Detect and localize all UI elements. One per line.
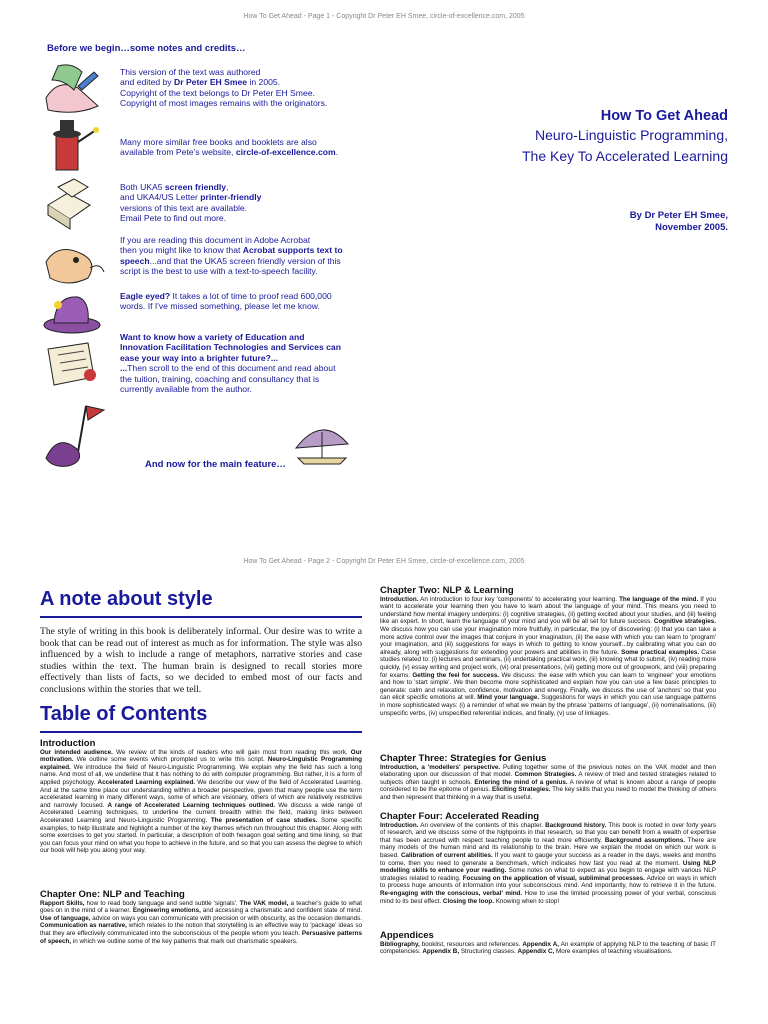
flag-clipart [38, 402, 108, 472]
section-title: Introduction [40, 738, 96, 749]
text-run: If you want to gauge your success as a reader in the days, weeks and months to come, then you need to generate a benchmark, which indicates how fast you read at the moment. [380, 851, 716, 867]
bold-run: Appendix B, [422, 948, 460, 956]
text-run: We review of the kinds of readers who will gain most from reading this work. [112, 748, 351, 756]
magician-clipart [38, 118, 110, 178]
byline-date: November 2005. [655, 222, 728, 233]
page-header: How To Get Ahead - Page 1 - Copyright Dr Peter EH Smee, circle-of-excellence.com, 2005 [243, 13, 525, 20]
note-versions: Both UKA5 screen friendly, and UKA4/US Letter printer-friendly versions of this text are available. Email Pete to find out more. [120, 182, 262, 224]
text-run: We discuss: the ease with which you can learn to 'engineer' your emotions and how to 'start simple'. We then become more sophisticated and explain how you can use a few basic principles to generate: calm and relaxation, confidence, motivation and energy. Finally, we discuss the use of 'anchors' so that you can elicit specific emotions at will. [380, 671, 716, 702]
bold-run: Introduction. [380, 821, 419, 829]
text-run: Structuring classes. [459, 948, 518, 956]
toc-chapter-four [380, 813, 716, 905]
text-run: We discuss how you can use your imagination more fruitfully, in particular, the joy of discovering: (i) that you can take a more active control over the images that conjure in your imagination, (ii) the ease with which you can learn to 'program' your imagination, and (iii) suggestions for ways in which to getting to know yourself...by calibrating what you can do already, along with suggestions for extending your powers and abilities in the future. [380, 625, 716, 656]
notes-heading: Before we begin…some notes and credits… [47, 43, 246, 54]
scroll-clipart [38, 335, 110, 395]
bold-run: Re-engaging with the conscious, verbal' mind. [380, 889, 523, 897]
bold-run: The language of the mind. [619, 595, 699, 603]
speech-clipart [38, 232, 110, 292]
bold-run: Communication as narrative, [40, 922, 127, 930]
bold-run: Getting the feel for success. [412, 671, 500, 679]
bold-run: The VAK model, [239, 899, 289, 907]
note-services: Want to know how a variety of Education and Innovation Facilitation Technologies and Services can ease your way into a brighter future?... ...Then scroll to the end of this document and read about the tuition, training, coaching and consultancy that is currently available from the author. [120, 332, 341, 395]
style-heading: A note about style [40, 588, 213, 610]
section-body [380, 764, 716, 802]
bold-run: The presentation of case studies. [210, 816, 318, 824]
bold-run: Introduction. [380, 595, 419, 603]
section-body [380, 822, 716, 906]
section-title: Chapter Four: Accelerated Reading [380, 811, 540, 822]
toc-heading: Table of Contents [40, 703, 208, 725]
toc-introduction [40, 740, 362, 855]
text-run: Suggestions for ways in which you can use language patterns in more sophisticated ways: (i) a reminder of what we mean by the phrase 'patterns of language', (ii) nominalisations, (iii) unspecific verbs, (iv) unspecified referential indices, and finally, (v) use of linkages. [380, 694, 716, 717]
section-body [40, 900, 362, 946]
text-run: Some notes on what to expect as you begin to engage with various NLP strategies related to reading. [380, 867, 716, 882]
bold-run: Some practical examples. [621, 648, 700, 656]
bold-run: Rapport Skills, [40, 899, 85, 907]
bold-run: Background assumptions. [604, 836, 685, 844]
bold-run: Use of language, [40, 914, 91, 922]
bold-run: Entering the mind of a genius. [474, 778, 568, 786]
text-run: in which we outline some of the key patterns that mark out charismatic speakers. [71, 937, 298, 945]
bold-run: Appendix C, [517, 948, 555, 956]
umbrella-clipart [292, 418, 352, 466]
heading-rule [40, 731, 362, 733]
text-run: We discuss a wide range of Accelerated Learning techniques, to underline the current breadth within the field, making links between Accelerated Learning and Neuro-Linguistic Programming. [40, 801, 362, 824]
main-feature-text: And now for the main feature… [145, 459, 286, 470]
text-run: Case studies related to: (i) lectures and seminars, (ii) undertaking practical work, (iii) knowing what to submit, (iv) reading more quickly, (v) essay writing and project work, (vi) oral presentations, (vii) getting more out of groupwork, and (viii) preparing for exams. [380, 648, 716, 679]
heading-rule [40, 616, 362, 618]
bold-run: Our motivation. [40, 748, 362, 764]
section-title: Chapter One: NLP and Teaching [40, 889, 185, 900]
style-paragraph: The style of writing in this book is deliberately informal. Our desire was to write a book that can be read out of interest as much as for information. The style was also influenced by a wish to include a range of metaphors, narrative stories and case studies within the text. The human brain is designed to recall stories more effectively than lists of facts, so we decided to embed most of our facts and conclusions within the stories that we tell. [40, 626, 362, 695]
book-subtitle-2: The Key To Accelerated Learning [522, 148, 728, 164]
text-run: A review of what is known about a range of people considered to be the epitome of genius. [380, 778, 716, 794]
books-clipart [38, 175, 110, 235]
bold-run: Eliciting Strategies. [492, 786, 551, 794]
text-run: An example of applying NLP to the teaching of basic IT competencies. [380, 940, 716, 956]
text-run: More examples of teaching visualisations. [554, 948, 673, 956]
bold-run: Our intended audience. [40, 748, 113, 756]
text-run: and accessing a charismatic and confident state of mind. [200, 907, 363, 915]
text-run: We outline some events which prompted us to write this script. [73, 756, 268, 764]
text-run: Pulling together some of the previous notes on the VAK model and then elaborating upon our discussion of that model. [380, 763, 717, 779]
text-run: which relates to the notion that storytelling is an effective way to 'package' ideas so that they are effectively communicated into the subconscious of the people whom you teach. [40, 922, 362, 937]
writing-hand-clipart [38, 58, 110, 118]
bold-run: Accelerated Learning explained. [97, 778, 196, 786]
text-run: how to read body language and send subtle 'signals'. [84, 899, 240, 907]
bold-run: Persuasive patterns of speech, [40, 929, 362, 945]
bold-run: Neuro-Linguistic Programming explained. [40, 756, 362, 771]
toc-appendices [380, 932, 716, 956]
section-body [380, 596, 716, 718]
text-run: a teacher's guide to what goes on in the mind of a learner. [40, 899, 362, 915]
section-title: Chapter Three: Strategies for Genius [380, 753, 547, 764]
text-run: Knowing when to stop! [493, 897, 560, 905]
text-run: advice on ways you can communicate with precision or with obscurity, as the occasion demands. [90, 914, 362, 922]
toc-chapter-three [380, 755, 716, 802]
text-run: There are many models of the human mind and its relationship to the brain. Here we explain the model on which our work is based. [380, 836, 716, 859]
text-run: We introduce the field of Neuro-Linguistic Programming. We explain why the field has such a long name. And most of all, we underline that it has nothing to do with computer programming. But rather, it is a form of applied psychology. [40, 763, 362, 786]
text-run: An introduction to four key 'components' to accelerating your learning. [418, 595, 620, 603]
bold-run: Introduction, a 'modellers' perspective. [380, 763, 501, 771]
toc-chapter-two [380, 587, 716, 717]
book-title: How To Get Ahead [600, 108, 728, 124]
text-run: How to use the limited processing power of your verbal, conscious mind to its best effect. [380, 889, 716, 905]
bold-run: Focusing on the application of visual, subliminal processes. [462, 874, 645, 882]
bold-run: A range of Accelerated Learning techniques outlined. [107, 801, 276, 809]
section-body [380, 941, 716, 956]
text-run: We describe our view of the field of Accelerated Learning. And at the same time place our understanding within a broader perspective, given that many people use the term accelerated learning in many different ways, some of which are visionary, others of which are relatively restrictive and narrowly focused. [40, 778, 363, 809]
bold-run: Mind your language. [477, 694, 540, 702]
toc-chapter-one [40, 891, 362, 945]
bold-run: Common Strategies. [514, 771, 577, 779]
text-run: Advice on ways in which to process huge amounts of information into your subconscious mind. And importantly, how to retrieve it in the future. [380, 874, 716, 890]
text-run: A review of tried and tested strategies related to subjects often taught in schools. [380, 771, 716, 786]
bold-run: Background history. [545, 821, 607, 829]
note-eagle-eyed: Eagle eyed? It takes a lot of time to proof read 600,000 words. If I've missed something, please let me know. [120, 291, 332, 312]
bold-run: Engineering emotions, [132, 907, 201, 915]
text-run: The key skills that you need to model the thinking of others and then represent that thinking in a way that is useful. [380, 786, 716, 801]
section-title: Chapter Two: NLP & Learning [380, 585, 514, 596]
bold-run: Bibliography, [380, 940, 420, 948]
text-run: If you want to accelerate your learning then you have to learn about the language of your mind. This means you need to understand how mental imagery underpins: (i) cognitive strategies, (ii) getting excited about your studies, and (iii) feeling like an expert. In short, learn the language of your mind and you will be all set for future success. [380, 595, 717, 626]
bold-run: Using NLP modelling skills to enhance your reading. [380, 859, 716, 875]
note-authored: This version of the text was authored and edited by Dr Peter EH Smee in 2005. Copyright of the text belongs to Dr Peter EH Smee. Copyright of most images remains with the originators. [120, 67, 328, 109]
section-body [40, 749, 362, 855]
byline-author: By Dr Peter EH Smee, [629, 210, 728, 221]
text-run: This book is rooted in over forty years of research, and we discuss some of the highpoints in that research, so that you can benefit from a wealth of expertise that has been accrued with respect teaching people to read more efficiently. [380, 821, 716, 844]
note-website: Many more similar free books and booklets are also available from Pete's website, circle-of-excellence.com. [120, 137, 339, 158]
bold-run: Calibration of current abilities. [400, 851, 493, 859]
book-subtitle-1: Neuro-Linguistic Programming, [535, 127, 728, 143]
section-title: Appendices [380, 930, 434, 941]
text-run: booklist, resources and references. [419, 940, 523, 948]
bold-run: Appendix A, [522, 940, 560, 948]
text-run: An overview of the contents of this chapter. [418, 821, 546, 829]
bold-run: Cognitive strategies. [653, 618, 716, 626]
page-header: How To Get Ahead - Page 2 - Copyright Dr Peter EH Smee, circle-of-excellence.com, 2005 [243, 558, 525, 565]
text-run: Some specific examples, to help illustrate and highlight a number of the key themes which run throughout this chapter. Along with some exercises to get you started. In particular, a description of both hexagon goal setting and time lining, so that you can focus your mind on what you hope to achieve in the future, and so that you can assess the degree to which our book will help you along your way. [40, 816, 362, 855]
note-acrobat: If you are reading this document in Adobe Acrobat then you might like to know that Acrobat supports text to speech...and that the UKA5 screen friendly version of this script is the best to use with a text-to-speech facility. [120, 235, 343, 277]
bold-run: Closing the loop. [442, 897, 494, 905]
